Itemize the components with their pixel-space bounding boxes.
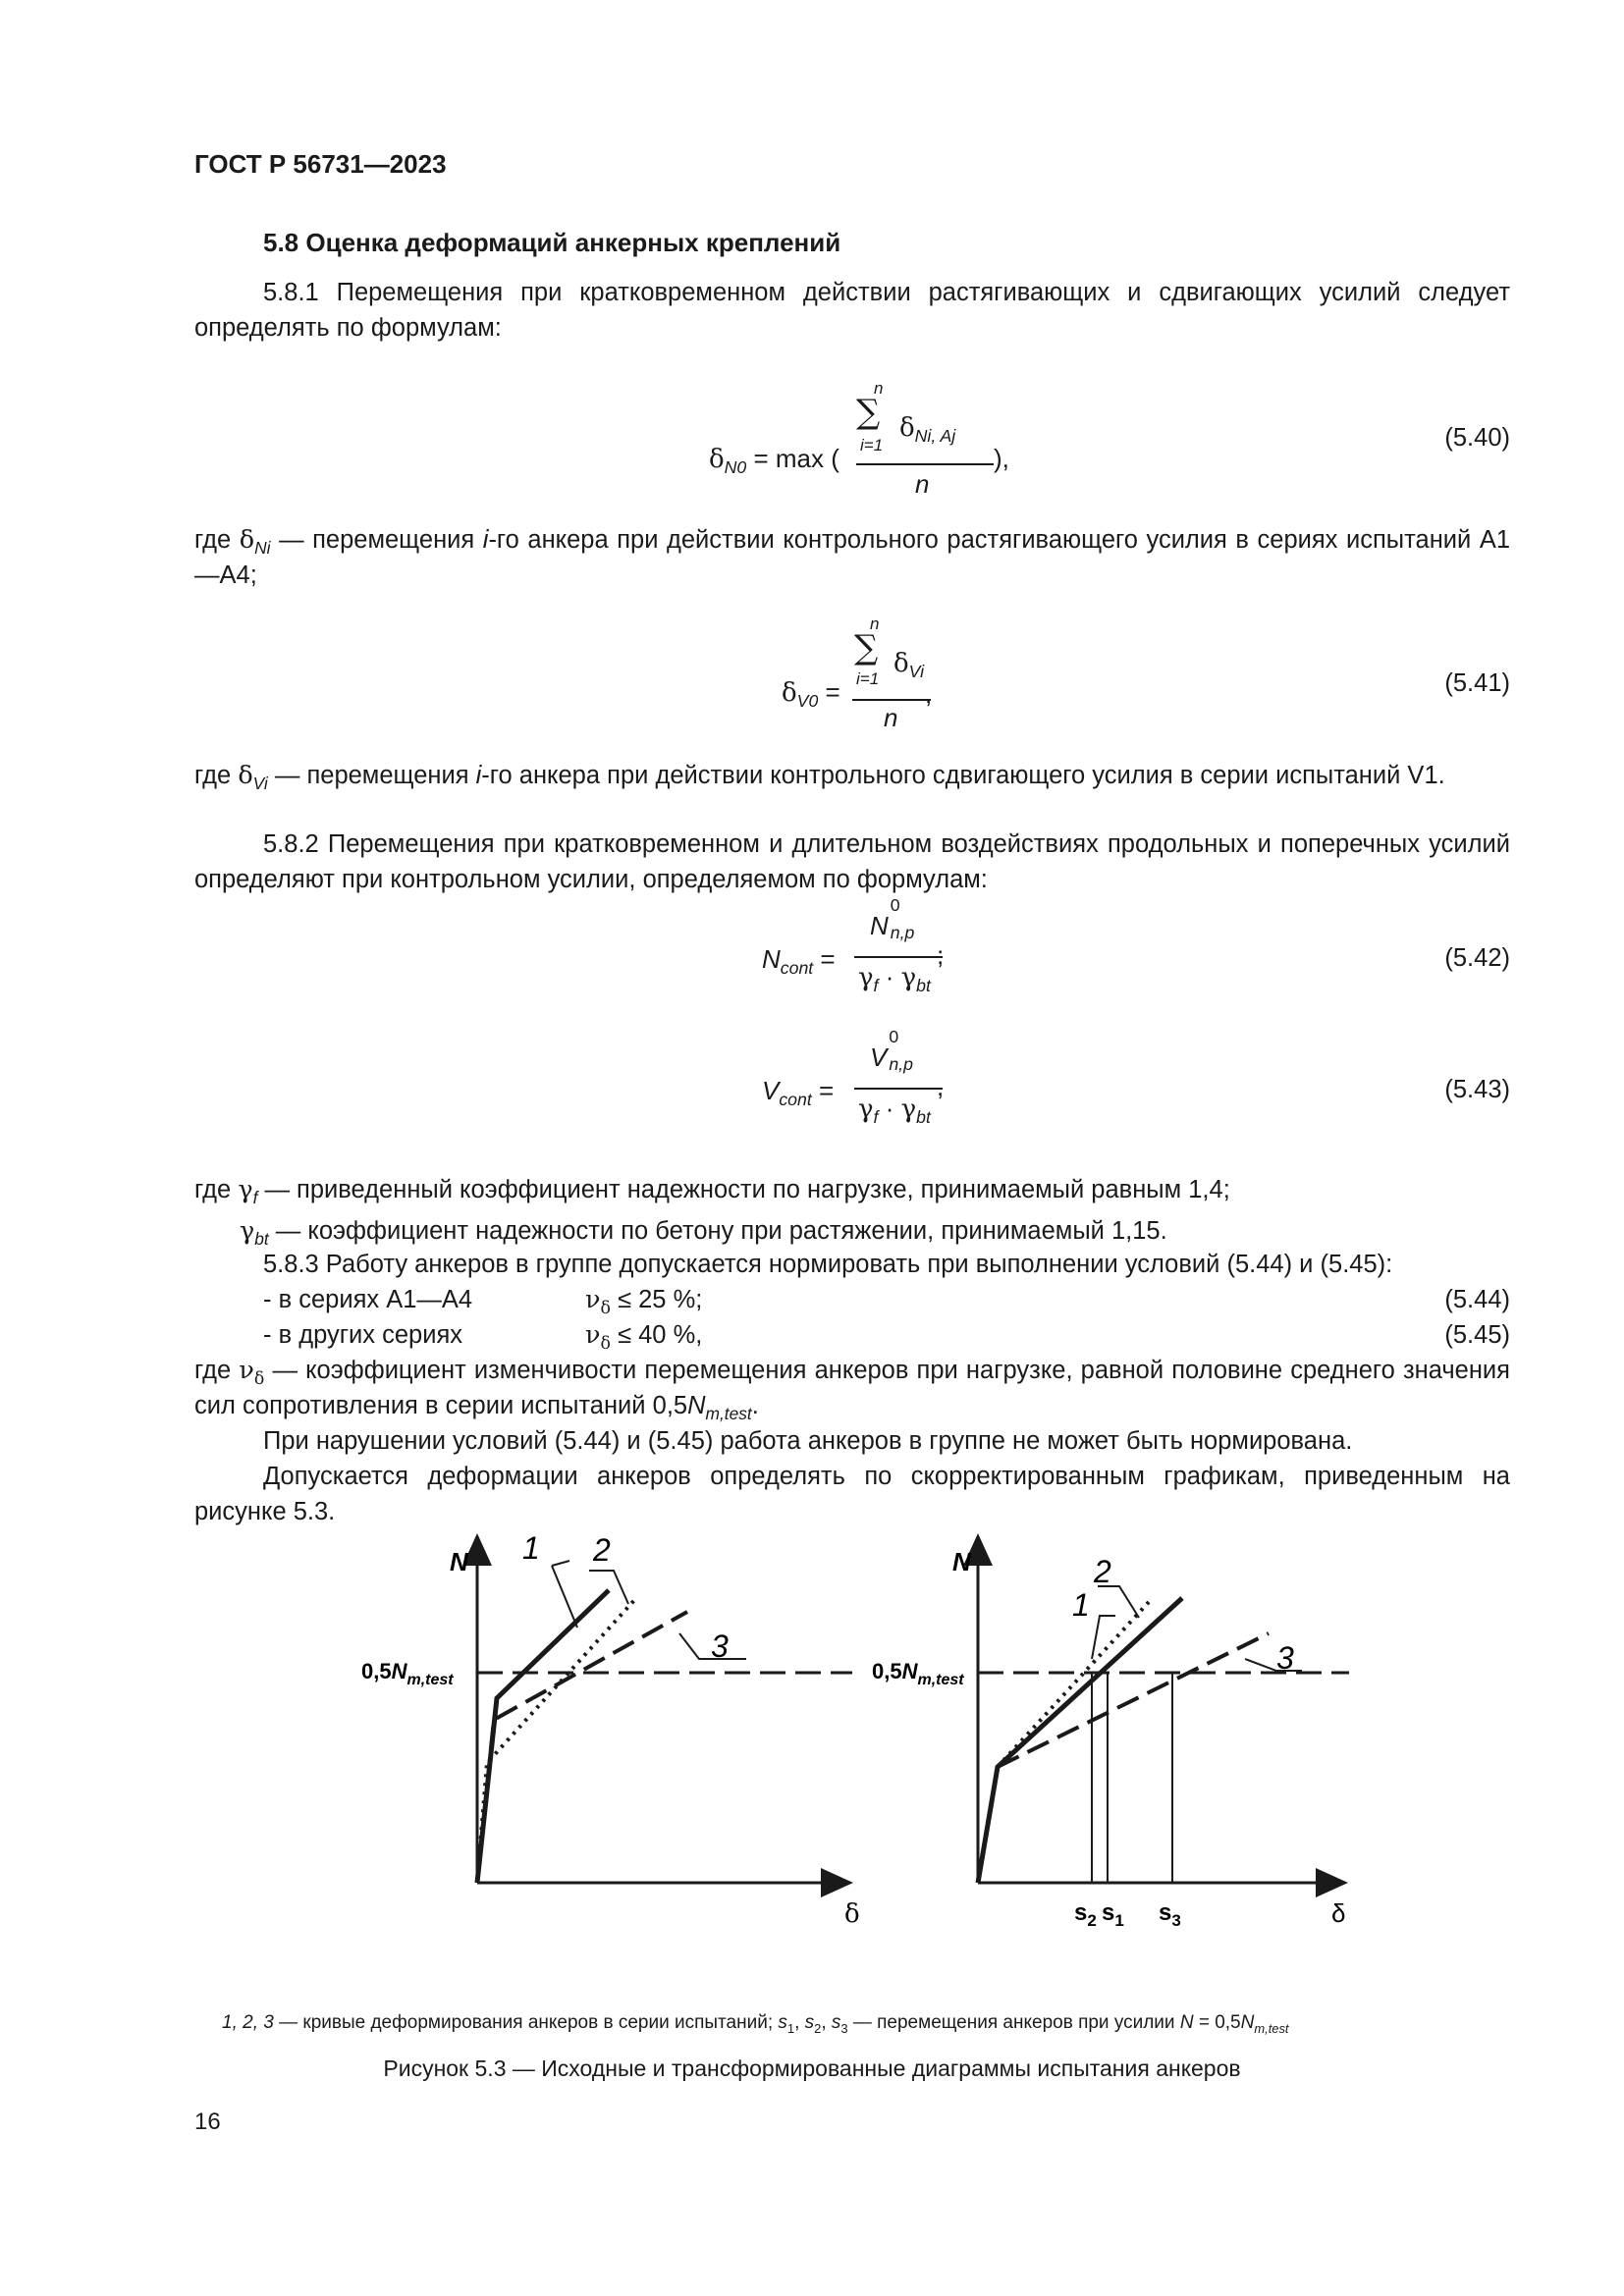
left-curve-3 [477, 1612, 687, 1883]
paragraph-violation: При нарушении условий (5.44) и (5.45) работа анкеров в группе не может быть нормирована. [263, 1427, 1353, 1455]
where-nu: где $\nu_\delta$ — коэффициент изменчивости перемещения анкеров при нагрузке, равной половине среднего значения сил сопротивления в серии испытаний $0,5N_{m,test}$. [194, 1356, 1510, 1424]
right-y-label: N [952, 1547, 971, 1576]
left-curve-1-label: 1 [522, 1530, 540, 1566]
right-curve-2-label: 2 [1094, 1554, 1111, 1589]
eq-5-43-lhs: $V_{cont}$ = [762, 1076, 835, 1110]
condition-5-45-label: - в других сериях [263, 1321, 463, 1349]
left-level-label: $0,5N_{m,test}$ [361, 1659, 454, 1688]
right-curve-3-label: 3 [1276, 1640, 1294, 1676]
where-5-40: где $\delta_{Ni}$ — перемещения i-го анкера при действии контрольного растягивающего усилия в сериях испытаний А1—А4; [194, 525, 1511, 589]
eq-5-41-number: (5.41) [1444, 669, 1510, 697]
right-s3-label: $s_3$ [1159, 1899, 1181, 1930]
eq-5-41-denominator: n [884, 703, 898, 732]
left-curve-2-label: 2 [593, 1532, 611, 1568]
figure-legend: 1, 2, 3 — кривые деформирования анкеров в серии испытаний; $s_1$, $s_2$, $s_3$ — перемещения анкеров при усилии $N = 0,5N_{m,test}$ [222, 2012, 1289, 2036]
where-gamma-bt: $\gamma_{bt}$ — коэффициент надежности по бетону при растяжении, принимаемый 1,15. [240, 1216, 1167, 1250]
right-curve-1-label: 1 [1072, 1587, 1090, 1623]
eq-5-43-numerator: V 0 n,p [870, 1027, 913, 1074]
eq-5-40-numerator: n ∑ i=1 $\delta_{Ni, Aj}$ [856, 379, 956, 454]
right-curve-1 [978, 1598, 1182, 1883]
eq-5-42-lhs: $N_{cont}$ = [762, 944, 836, 979]
right-leader-2 [1098, 1586, 1139, 1618]
eq-5-42-numerator: N 0 n,p [870, 895, 915, 942]
eq-5-43-number: (5.43) [1444, 1076, 1510, 1103]
eq-5-41-tail: , [925, 679, 933, 709]
eq-5-42-number: (5.42) [1444, 944, 1510, 972]
eq-5-41-lhs: $\delta_{V0}$ = [782, 677, 840, 712]
right-x-label: δ [1331, 1898, 1346, 1928]
eq-5-42-denominator: $\gamma_f \cdot \gamma_{bt}$ [858, 962, 931, 996]
document-header: ГОСТ Р 56731—2023 [194, 149, 447, 179]
section-title: 5.8 Оценка деформаций анкерных креплений [263, 228, 841, 257]
right-s1-label: $s_1$ [1102, 1899, 1124, 1930]
left-curve-3-label: 3 [711, 1629, 729, 1664]
figure-caption: Рисунок 5.3 — Исходные и трансформированные диаграммы испытания анкеров [383, 2056, 1241, 2081]
left-y-label: N [450, 1547, 468, 1576]
eq-5-43-denominator: $\gamma_f \cdot \gamma_{bt}$ [858, 1094, 931, 1128]
eq-5-40-number: (5.40) [1444, 424, 1510, 452]
condition-5-45-expr: $\nu_\delta \le 40$ %, [585, 1320, 703, 1355]
left-leader-1 [552, 1561, 569, 1566]
paragraph-5-8-3: 5.8.3 Работу анкеров в группе допускается нормировать при выполнении условий (5.44) и (5.45): [263, 1251, 1393, 1278]
right-curve-3 [998, 1633, 1269, 1767]
left-x-label: δ [844, 1899, 860, 1929]
eq-5-43-tail: , [937, 1072, 945, 1101]
right-leader-1 [1092, 1616, 1115, 1659]
eq-5-40-tail: ), [994, 444, 1009, 473]
eq-5-40-denominator: n [915, 469, 930, 499]
left-leader-1b [552, 1566, 577, 1628]
paragraph-5-8-2: 5.8.2 Перемещения при кратковременном и длительном воздействиях продольных и поперечных усилий определяют при контрольном усилии, определяемом по формулам: [194, 830, 1510, 893]
condition-5-44-expr: $\nu_\delta \le 25$ %; [585, 1285, 703, 1319]
eq-5-45-number: (5.45) [1444, 1321, 1510, 1349]
where-gamma-f: где $\gamma_f$ — приведенный коэффициент надежности по нагрузке, принимаемый равным 1,4; [194, 1175, 1230, 1208]
paragraph-allowed: Допускается деформации анкеров определять по скорректированным графикам, приведенным на рисунке 5.3. [194, 1463, 1510, 1525]
eq-5-41-numerator: n ∑ i=1 $\delta_{Vi}$ [854, 614, 925, 688]
page-number: 16 [194, 2109, 221, 2135]
eq-5-42-tail: ; [937, 940, 945, 970]
right-s2-label: $s_2$ [1074, 1899, 1097, 1930]
left-curve-1 [477, 1590, 609, 1883]
right-diagram [872, 1536, 1349, 1930]
eq-5-44-number: (5.44) [1444, 1286, 1510, 1313]
eq-5-40-lhs: $\delta_{N0} = \max$ ( [709, 444, 839, 478]
left-leader-2 [589, 1571, 628, 1604]
right-curve-2 [998, 1602, 1149, 1767]
paragraph-5-8-1: 5.8.1 Перемещения при кратковременном действии растягивающих и сдвигающих усилий следует определять по формулам: [194, 279, 1510, 342]
right-level-label: $0,5N_{m,test}$ [872, 1659, 964, 1688]
where-5-41: где $\delta_{Vi}$ — перемещения i-го анкера при действии контрольного сдвигающего усилия в серии испытаний V1. [194, 761, 1445, 794]
left-diagram [361, 1530, 860, 1929]
condition-5-44-label: - в сериях А1—А4 [263, 1286, 473, 1313]
